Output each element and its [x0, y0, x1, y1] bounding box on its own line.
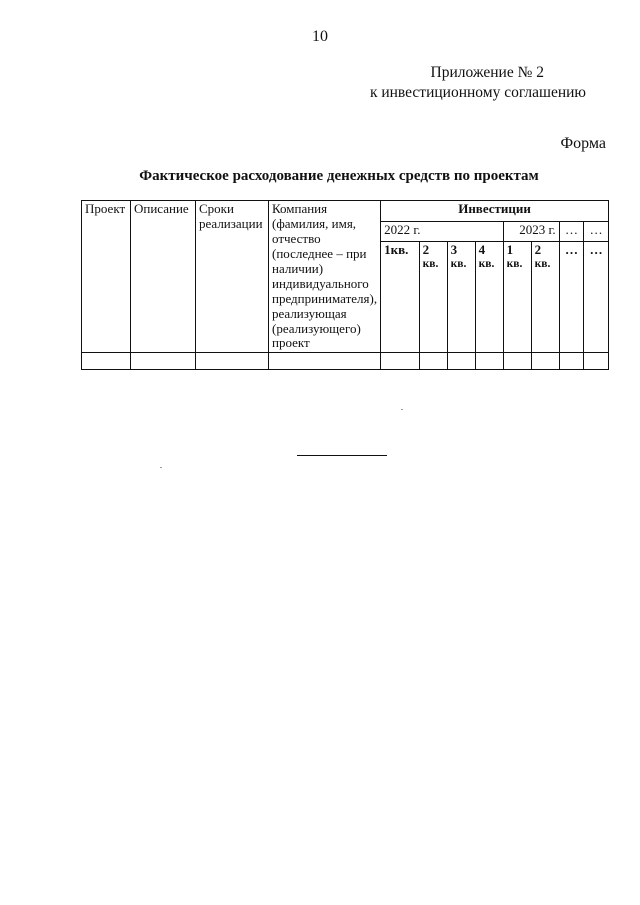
table-cell — [475, 353, 503, 370]
header-investments: Инвестиции — [381, 201, 609, 222]
document-title: Фактическое расходование денежных средств по проектам — [139, 168, 539, 184]
quarter-cell — [559, 242, 584, 353]
table-cell — [584, 353, 609, 370]
table-cell — [531, 353, 559, 370]
quarter-unit: кв. — [422, 258, 439, 271]
table-cell — [131, 353, 196, 370]
header-company: Компания (фамилия, имя, отчество (последнее – при наличии) индивидуального предпринимателя), реализующая (реализующего) проект — [269, 201, 381, 353]
appendix-subtitle: к инвестиционному соглашению — [369, 84, 586, 101]
quarter-number: 2 — [534, 242, 542, 258]
scan-speck — [160, 467, 162, 468]
expenditure-table — [81, 200, 609, 370]
separator-line — [297, 455, 387, 456]
year-2023: 2023 г. — [503, 221, 559, 242]
table-cell — [419, 353, 447, 370]
table-cell — [503, 353, 531, 370]
quarter-unit: кв. — [478, 258, 495, 271]
table-cell — [381, 353, 420, 370]
quarter-cell — [584, 242, 609, 353]
quarter-number: … — [564, 242, 578, 258]
appendix-title: Приложение № 2 — [430, 64, 544, 81]
quarter-number: 3 — [450, 242, 458, 258]
quarter-cell — [381, 242, 420, 353]
header-description: Описание — [131, 201, 196, 353]
table-cell — [447, 353, 475, 370]
quarter-unit: кв. — [506, 258, 523, 271]
quarter-number: 4 — [478, 242, 486, 258]
quarter-cell — [531, 242, 559, 353]
header-project: Проект — [82, 201, 131, 353]
table-cell — [269, 353, 381, 370]
table-header-row — [82, 201, 609, 222]
form-label: Форма — [560, 135, 606, 152]
quarter-number: 1 — [506, 242, 514, 258]
quarter-number: … — [589, 242, 603, 258]
table-cell — [82, 353, 131, 370]
year-ellipsis-2: … — [584, 221, 609, 242]
quarter-cell — [475, 242, 503, 353]
table-cell — [196, 353, 269, 370]
page-number: 10 — [312, 28, 328, 45]
quarter-number: 2 — [422, 242, 430, 258]
year-ellipsis-1: … — [559, 221, 584, 242]
quarter-cell — [503, 242, 531, 353]
quarter-cell — [419, 242, 447, 353]
header-term: Сроки реализации — [196, 201, 269, 353]
quarter-unit: кв. — [450, 258, 467, 271]
quarter-unit: кв. — [534, 258, 551, 271]
table-cell — [559, 353, 584, 370]
year-2022: 2022 г. — [381, 221, 504, 242]
quarter-cell — [447, 242, 475, 353]
scan-speck — [401, 409, 403, 410]
quarter-number: 1кв. — [384, 242, 409, 258]
table-row — [82, 353, 609, 370]
